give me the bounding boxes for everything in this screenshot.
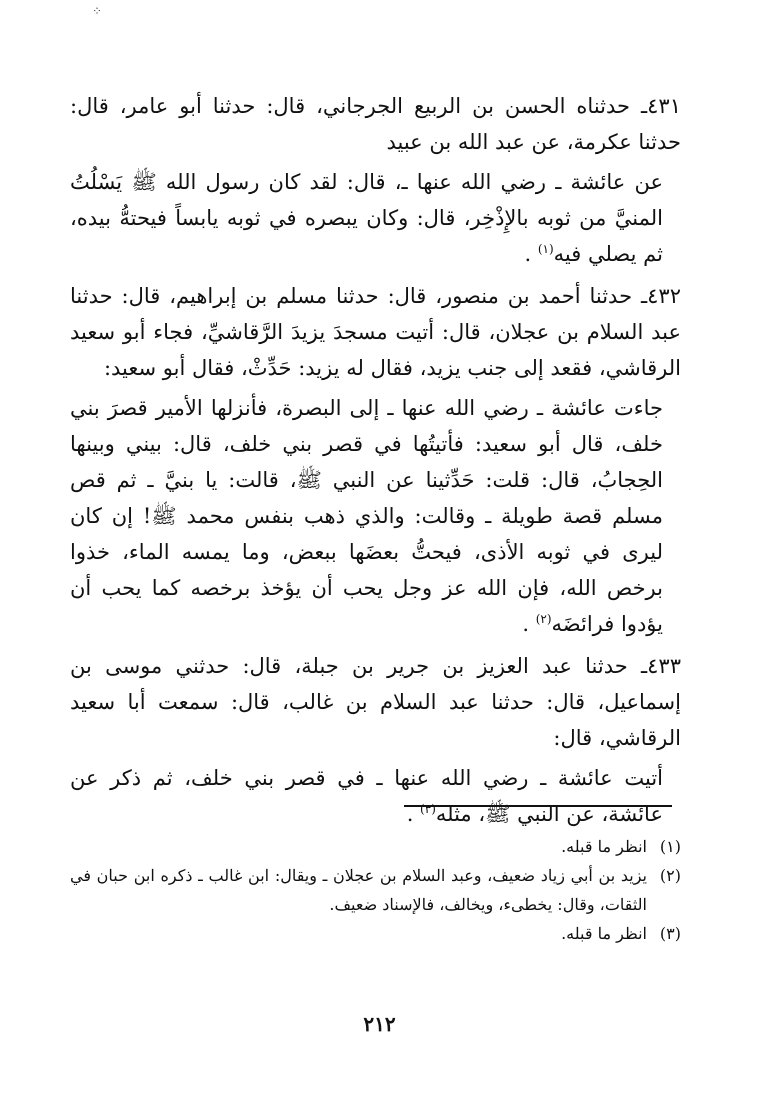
footnote-3 [70,919,681,948]
page-number: ٢١٢ [363,1012,396,1036]
hadith-433-matn-text: أتيت عائشة ـ رضي الله عنها ـ في قصر بني خلف، ثم ذكر عن عائشة، عن النبي ﷺ، مثله [70,766,663,826]
main-text [70,88,681,838]
footnote-2-number: (٢) [659,866,681,885]
footnote-1-text: انظر ما قبله. [561,837,647,856]
hadith-432-matn: جاءت عائشة ـ رضي الله عنها ـ إلى البصرة، فأنزلها الأمير قصرَ بني خلف، قال أبو سعيد: فأتيتُها في قصر بني خلف، قال: بيني وبينها الحِجابُ، قال: قلت: حَدِّثينا عن النبي ﷺ، قالت: يا بنيَّ ـ ثم قص مسلم قصة طويلة ـ وقالت: والذي ذهب بنفس محمد ﷺ! إن كان ليرى في ثوبه الأذى، فيحتُّ بعضَها ببعض، وما يمسه الماء، خذوا برخص الله، فإن الله عز وجل يحب أن يؤخذ برخصه كما يحب أن يؤدوا فرائضَه$^{(٢)}$ . [70,396,663,636]
footnote-divider [404,805,672,807]
footnote-1-number: (١) [659,837,681,856]
hadith-433-isnad: ٤٣٣ـ حدثنا عبد العزيز بن جرير بن جبلة، قال: حدثني موسى بن إسماعيل، قال: حدثنا عبد السلام بن غالب، قال: سمعت أبا سعيد الرقاشي، قال: [70,654,681,750]
footnote-ref-1: (١) [537,242,554,256]
hadith-432-isnad: ٤٣٢ـ حدثنا أحمد بن منصور، قال: حدثنا مسلم بن إبراهيم، قال: حدثنا عبد السلام بن عجلان، قال: أتيت مسجدَ يزيدَ الرَّقاشيِّ، فجاء أبو سعيد الرقاشي، فقعد إلى جنب يزيد، فقال له يزيد: حَدِّثْ، فقال أبو سعيد: [70,284,681,380]
footnote-3-number: (٣) [659,924,681,943]
hadith-432-matn-text: جاءت عائشة ـ رضي الله عنها ـ إلى البصرة، فأنزلها الأمير قصرَ بني خلف، قال أبو سعيد: فأتيتُها في قصر بني خلف، قال: بيني وبينها الحِجابُ، قال: قلت: حَدِّثينا عن النبي ﷺ، قالت: يا بنيَّ ـ ثم قص مسلم قصة طويلة ـ وقالت: والذي ذهب بنفس محمد ﷺ! إن كان ليرى في ثوبه الأذى، فيحتُّ بعضَها ببعض، وما يمسه الماء، خذوا برخص الله، فإن الله عز وجل يحب أن يؤخذ برخصه كما يحب أن يؤدوا فرائضَه [70,396,663,636]
top-mark: ⁘ [92,4,103,18]
footnote-ref-3: (٣) [420,802,436,816]
hadith-431-matn: عن عائشة ـ رضي الله عنها ـ، قال: لقد كان رسول الله ﷺ يَسْلُتُ المنيَّ من ثوبه بالإِذْخِر، قال: وكان يبصره في ثوبه يابساً فيحتهُّ بيده، ثم يصلي فيه$^{(١)}$ . [70,170,663,266]
footnotes [70,832,681,948]
footnote-2 [70,861,681,919]
hadith-431-matn-text: عن عائشة ـ رضي الله عنها ـ، قال: لقد كان رسول الله ﷺ يَسْلُتُ المنيَّ من ثوبه بالإِذْخِر، قال: وكان يبصره في ثوبه يابساً فيحتهُّ بيده، ثم يصلي فيه [70,170,663,266]
hadith-433-matn: أتيت عائشة ـ رضي الله عنها ـ في قصر بني خلف، ثم ذكر عن عائشة، عن النبي ﷺ، مثله$^{(٣)}$ . [70,766,663,826]
footnote-2-text: يزيد بن أبي زياد ضعيف، وعبد السلام بن عجلان ـ ويقال: ابن غالب ـ ذكره ابن حبان في الثقات، وقال: يخطىء، ويخالف، فالإسناد ضعيف. [70,866,648,914]
footnote-3-text: انظر ما قبله. [561,924,647,943]
footnote-1 [70,832,681,861]
footnote-ref-2: (٢) [535,612,552,626]
hadith-431-isnad: ٤٣١ـ حدثناه الحسن بن الربيع الجرجاني، قال: حدثنا أبو عامر، قال: حدثنا عكرمة، عن عبد الله بن عبيد [70,94,681,154]
